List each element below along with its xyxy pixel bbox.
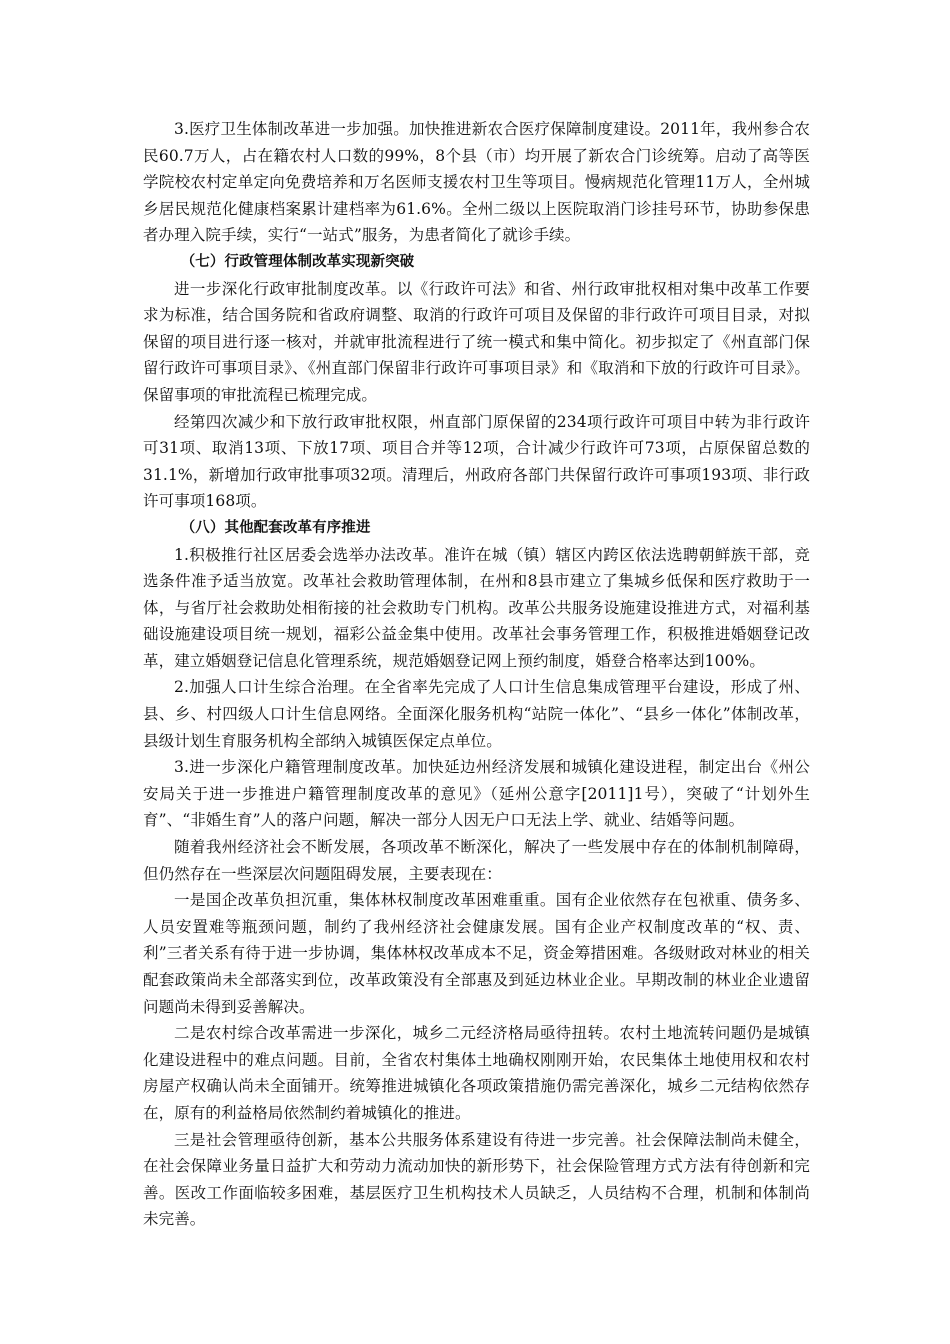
document-page bbox=[143, 116, 810, 1233]
para-problem-3: 三是社会管理亟待创新，基本公共服务体系建设有待进一步完善。社会保障法制尚未健全，在社会保障业务量日益扩大和劳动力流动加快的新形势下，社会保险管理方式方法有待创新和完善。医改工作面临较多困难，基层医疗卫生机构技术人员缺乏，人员结构不合理，机制和体制尚未完善。 bbox=[143, 1130, 810, 1229]
para-medical-reform: 3.医疗卫生体制改革进一步加强。加快推进新农合医疗保障制度建设。2011年，我州参合农民60.7万人，占在籍农村人口数的99%，8个县（市）均开展了新农合门诊统筹。启动了高等医学院校农村定单定向免费培养和万名医师支援农村卫生等项目。慢病规范化管理11万人，全州城乡居民规范化健康档案累计建档率为61.6%。全州二级以上医院取消门诊挂号环节，协助参保患者办理入院手续，实行“一站式”服务，为患者简化了就诊手续。 bbox=[143, 120, 810, 245]
para-approval-reduction: 经第四次减少和下放行政审批权限，州直部门原保留的234项行政许可项目中转为非行政许可31项、取消13项、下放17项、项目合并等12项，合计减少行政许可73项，占原保留总数的31.1%，新增加行政审批事项32项。清理后，州政府各部门共保留行政许可事项193项、非行政许可事项168项。 bbox=[143, 412, 810, 511]
heading-section-7: （七）行政管理体制改革实现新突破 bbox=[180, 253, 415, 270]
para-problem-2: 二是农村综合改革需进一步深化，城乡二元经济格局亟待扭转。农村土地流转问题仍是城镇化建设进程中的难点问题。目前，全省农村集体土地确权刚刚开始，农民集体土地使用权和农村房屋产权确认尚未全面铺开。统筹推进城镇化各项政策措施仍需完善深化，城乡二元结构依然存在，原有的利益格局依然制约着城镇化的推进。 bbox=[143, 1024, 810, 1122]
para-household-registration: 3.进一步深化户籍管理制度改革。加快延边州经济发展和城镇化建设进程，制定出台《州公安局关于进一步推进户籍管理制度改革的意见》（延州公意字[2011]1号），突破了“计划外生育”、“非婚生育”人的落户问题，解决一部分人因无户口无法上学、就业、结婚等问题。 bbox=[143, 758, 810, 830]
para-admin-approval: 进一步深化行政审批制度改革。以《行政许可法》和省、州行政审批权相对集中改革工作要求为标准，结合国务院和省政府调整、取消的行政许可项目及保留的非行政许可项目目录，对拟保留的项目进行逐一核对，并就审批流程进行了统一模式和集中简化。初步拟定了《州直部门保留行政许可事项目录》、《州直部门保留非行政许可事项目录》和《取消和下放的行政许可目录》。保留事项的审批流程已梳理完成。 bbox=[143, 279, 810, 404]
para-problems-intro: 随着我州经济社会不断发展，各项改革不断深化，解决了一些发展中存在的体制机制障碍，但仍然存在一些深层次问题阻碍发展，主要表现在： bbox=[143, 838, 810, 883]
heading-section-8: （八）其他配套改革有序推进 bbox=[180, 519, 371, 536]
para-problem-1: 一是国企改革负担沉重，集体林权制度改革困难重重。国有企业依然存在包袱重、债务多、人员安置难等瓶颈问题，制约了我州经济社会健康发展。国有企业产权制度改革的“权、责、利”三者关系有待于进一步协调，集体林权改革成本不足，资金筹措困难。各级财政对林业的相关配套政策尚未全部落实到位，改革政策没有全部惠及到延边林业企业。早期改制的林业企业遗留问题尚未得到妥善解决。 bbox=[143, 891, 810, 1016]
para-population-planning: 2.加强人口计生综合治理。在全省率先完成了人口计生信息集成管理平台建设，形成了州、县、乡、村四级人口计生信息网络。全面深化服务机构“站院一体化”、“县乡一体化”体制改革，县级计划生育服务机构全部纳入城镇医保定点单位。 bbox=[143, 678, 810, 750]
para-community-election: 1.积极推行社区居委会选举办法改革。准许在城（镇）辖区内跨区依法选聘朝鲜族干部，竞选条件准予适当放宽。改革社会救助管理体制，在州和8县市建立了集城乡低保和医疗救助于一体，与省厅社会救助处相衔接的社会救助专门机构。改革公共服务设施建设推进方式，对福利基础设施建设项目统一规划，福彩公益金集中使用。改革社会事务管理工作，积极推进婚姻登记改革，建立婚姻登记信息化管理系统，规范婚姻登记网上预约制度，婚登合格率达到100%。 bbox=[143, 545, 810, 670]
